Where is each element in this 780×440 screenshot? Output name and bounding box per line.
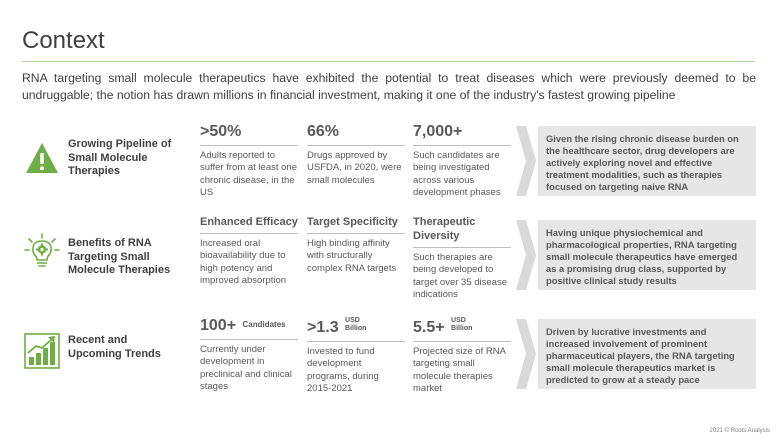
stat-value: 100+	[200, 317, 237, 334]
row-benefits	[0, 213, 780, 301]
stat-description: Such therapies are being developed to target over 35 disease indications	[413, 252, 508, 300]
row-title: Recent and Upcoming Trends	[68, 334, 161, 360]
stat-description: Increased oral bioavailability due to high potency and improved absorption	[200, 238, 287, 286]
stat-divider	[413, 145, 511, 146]
stat-divider	[200, 339, 298, 340]
stat-description: Adults reported to suffer from at least one chronic disease, in the US	[200, 150, 297, 198]
summary-box: Having unique physiochemical and pharmacological properties, RNA targeting small molecule therapeutics have emerged as a promising drug class, supported by positive clinical study results	[538, 220, 756, 290]
stat-divider	[200, 233, 298, 234]
stat-market-size	[413, 317, 511, 395]
stat-unit-currency: USD	[451, 317, 466, 324]
stat-description: Projected size of RNA targeting small molecule therapies market	[413, 346, 506, 394]
stat-description: Drugs approved by USFDA, in 2020, were small molecules	[307, 150, 402, 186]
stat-unit-currency: USD	[345, 317, 360, 324]
stat-unit	[451, 317, 472, 333]
chevron-arrow-icon	[516, 220, 536, 290]
chevron-arrow-icon	[516, 126, 536, 196]
stat-value-line	[413, 317, 511, 337]
stat-divider	[307, 233, 405, 234]
stat-divider	[413, 247, 511, 248]
stat-heading: Enhanced Efficacy	[200, 216, 298, 228]
stat-value: >1.3	[307, 319, 339, 336]
stat-value-line	[200, 317, 298, 335]
row-trends	[0, 311, 780, 399]
row-growing-pipeline	[0, 121, 780, 209]
intro-text: RNA targeting small molecule therapeutics have exhibited the potential to treat diseases which were previously deemed to be undruggable; the notion has drawn millions in financial investment, making it one of the industry's fastest growing pipeline	[22, 71, 756, 102]
stat-unit	[345, 317, 366, 333]
summary-box: Driven by lucrative investments and increased involvement of prominent pharmaceutical players, the RNA targeting small molecule therapeutics market is predicted to grow at a steady pace	[538, 319, 756, 389]
stat-unit-scale: Billion	[345, 325, 367, 332]
stat-adults-chronic	[200, 123, 298, 199]
lightbulb-gear-icon	[24, 233, 60, 269]
stat-investment	[307, 317, 405, 395]
footer-copyright: 2021 © Roots Analysis	[709, 428, 770, 434]
title-divider	[22, 61, 755, 62]
stat-target-specificity	[307, 215, 405, 275]
stat-description: Such candidates are being investigated across various development phases	[413, 150, 501, 198]
stat-divider	[413, 341, 511, 342]
stat-value: 66%	[307, 123, 340, 140]
stat-unit-scale: Billion	[451, 325, 473, 332]
page-title: Context	[22, 27, 105, 54]
stat-divider	[307, 145, 405, 146]
stat-value: 5.5+	[413, 319, 445, 336]
row-title: Growing Pipeline of Small Molecule Therapies	[68, 138, 172, 177]
summary-box: Given the rising chronic disease burden on the healthcare sector, drug developers are actively exploring novel and effective treatment modalities, such as therapies focused on targeting naive RNA	[538, 126, 756, 196]
stat-unit: Candidates	[242, 320, 286, 329]
stat-divider	[200, 145, 298, 146]
stat-divider	[307, 341, 405, 342]
stat-drugs-approved	[307, 123, 405, 187]
growth-chart-icon	[24, 333, 60, 369]
stat-value: 7,000+	[413, 123, 463, 140]
stat-therapeutic-diversity	[413, 215, 511, 301]
stat-value-line	[307, 317, 405, 337]
stat-description: Invested to fund development programs, during 2015-2021	[307, 346, 379, 394]
stat-enhanced-efficacy	[200, 215, 298, 287]
stat-heading: Therapeutic Diversity	[413, 216, 476, 242]
stat-description: Currently under development in preclinical and clinical stages	[200, 344, 292, 392]
warning-icon	[24, 141, 60, 177]
chevron-arrow-icon	[516, 319, 536, 389]
row-title: Benefits of RNA Targeting Small Molecule Therapies	[68, 237, 171, 276]
stat-heading: Target Specificity	[307, 216, 398, 228]
stat-candidates-count	[200, 317, 298, 393]
stat-description: High binding affinity with structurally complex RNA targets	[307, 238, 397, 274]
stat-value: >50%	[200, 123, 242, 140]
stat-candidates	[413, 123, 511, 199]
